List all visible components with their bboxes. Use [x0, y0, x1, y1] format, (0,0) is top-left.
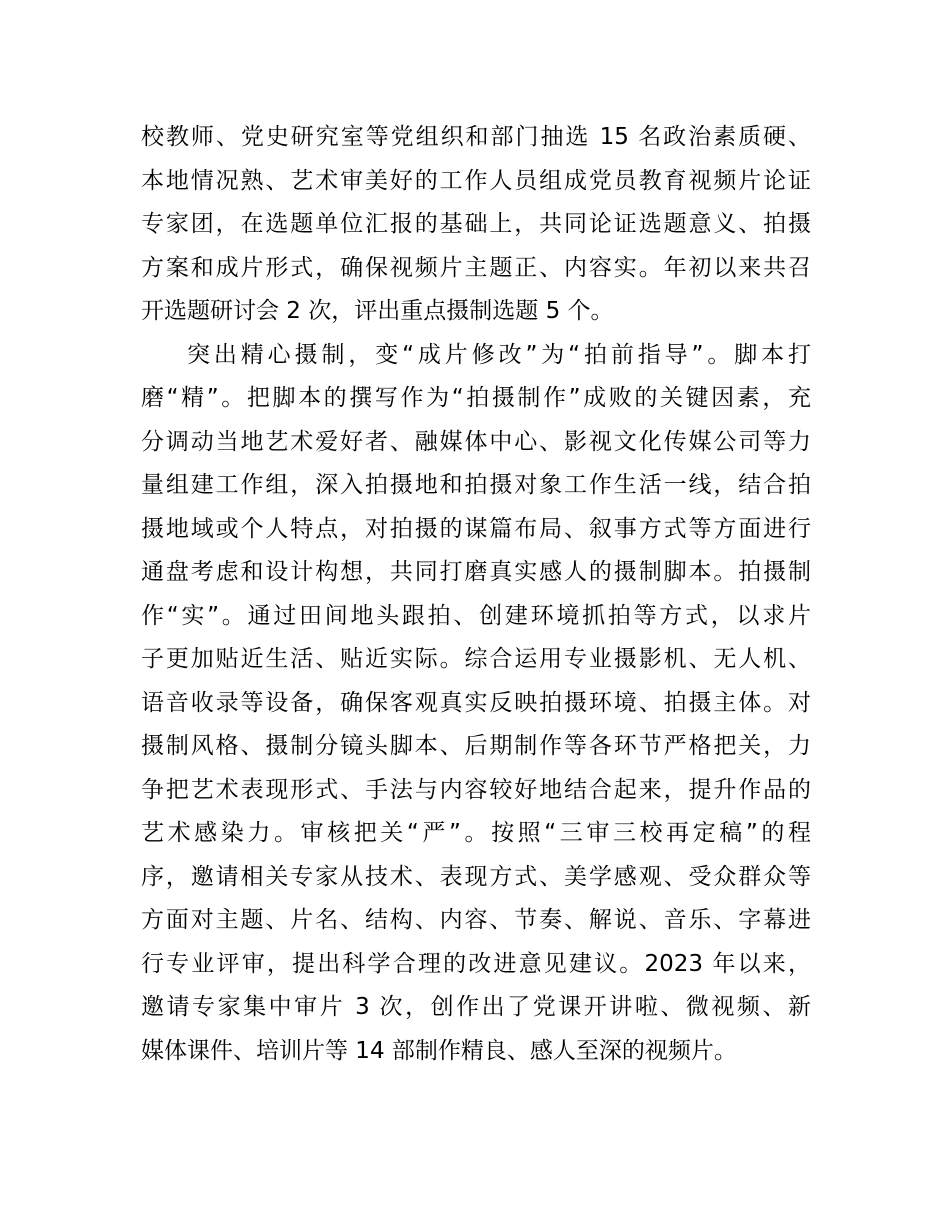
text-line: 量组建工作组，深入拍摄地和拍摄对象工作生活一线，结合拍 — [141, 472, 811, 498]
text-line: 方面对主题、片名、结构、内容、节奏、解说、音乐、字幕进 — [141, 907, 811, 933]
text-line: 作“实”。通过田间地头跟拍、创建环境抓拍等方式，以求片 — [141, 602, 811, 629]
text-line: 分调动当地艺术爱好者、融媒体中心、影视文化传媒公司等力 — [141, 428, 811, 455]
text-line: 摄地域或个人特点，对拍摄的谋篇布局、叙事方式等方面进行 — [141, 515, 811, 542]
text-line: 突出精心摄制，变“成片修改”为“拍前指导”。脚本打 — [187, 341, 811, 368]
text-line: 本地情况熟、艺术审美好的工作人员组成党员教育视频片论证 — [141, 167, 811, 194]
text-line: 媒体课件、培训片等 14 部制作精良、感人至深的视频片。 — [141, 1037, 737, 1064]
text-line: 行专业评审，提出科学合理的改进意见建议。2023 年以来， — [141, 950, 811, 977]
text-line: 专家团，在选题单位汇报的基础上，共同论证选题意义、拍摄 — [141, 211, 811, 237]
text-line: 子更加贴近生活、贴近实际。综合运用专业摄影机、无人机、 — [141, 646, 811, 672]
text-line: 艺术感染力。审核把关“严”。按照“三审三校再定稿”的程 — [141, 820, 811, 846]
paragraph-2 — [141, 334, 811, 1074]
text-line: 磨“精”。把脚本的撰写作为“拍摄制作”成败的关键因素，充 — [141, 385, 811, 411]
paragraph-1 — [141, 116, 811, 334]
text-line: 通盘考虑和设计构想，共同打磨真实感人的摄制脚本。拍摄制 — [141, 559, 811, 585]
text-line: 争把艺术表现形式、手法与内容较好地结合起来，提升作品的 — [141, 776, 811, 803]
text-line: 方案和成片形式，确保视频片主题正、内容实。年初以来共召 — [141, 254, 811, 281]
text-line: 邀请专家集中审片 3 次，创作出了党课开讲啦、微视频、新 — [141, 994, 811, 1020]
text-line: 摄制风格、摄制分镜头脚本、后期制作等各环节严格把关，力 — [141, 733, 811, 759]
text-line: 开选题研讨会 2 次，评出重点摄制选题 5 个。 — [141, 298, 614, 324]
text-line: 序，邀请相关专家从技术、表现方式、美学感观、受众群众等 — [141, 863, 811, 890]
text-line: 语音收录等设备，确保客观真实反映拍摄环境、拍摄主体。对 — [141, 689, 811, 716]
body-text — [141, 116, 811, 1073]
text-line: 校教师、党史研究室等党组织和部门抽选 15 名政治素质硬、 — [141, 124, 811, 150]
